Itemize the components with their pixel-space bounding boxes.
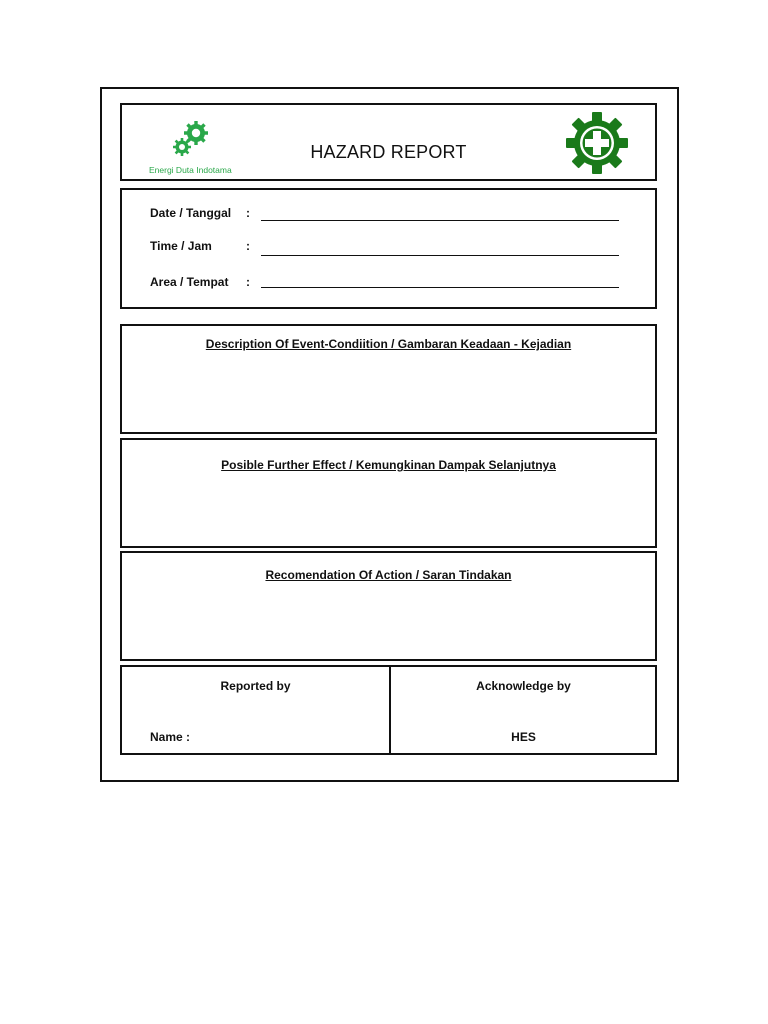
area-colon: : [246, 275, 250, 289]
area-field[interactable] [261, 287, 619, 288]
time-colon: : [246, 239, 250, 253]
description-heading: Description Of Event-Condiition / Gambaran Keadaan - Kejadian [205, 337, 572, 351]
area-label: Area / Tempat [150, 275, 229, 289]
signature-section [120, 665, 657, 755]
description-section[interactable] [120, 324, 657, 434]
date-field[interactable] [261, 220, 619, 221]
recommendation-heading: Recomendation Of Action / Saran Tindakan [265, 568, 512, 582]
date-colon: : [246, 206, 250, 220]
report-details [120, 188, 657, 309]
page-title: HAZARD REPORT [310, 142, 467, 162]
reported-by-label: Reported by [220, 679, 291, 693]
time-field[interactable] [261, 255, 619, 256]
time-label: Time / Jam [150, 239, 212, 253]
effect-section[interactable] [120, 438, 657, 548]
report-header [120, 103, 657, 181]
safety-gear-icon [566, 112, 628, 174]
acknowledge-by-label: Acknowledge by [476, 679, 571, 693]
recommendation-section[interactable] [120, 551, 657, 661]
hes-label: HES [511, 730, 536, 744]
effect-heading: Posible Further Effect / Kemungkinan Dampak Selanjutnya [221, 458, 556, 472]
signature-divider [389, 667, 391, 753]
date-label: Date / Tanggal [150, 206, 232, 220]
name-label: Name : [150, 730, 191, 744]
company-name: Energi Duta Indotama [149, 165, 232, 175]
